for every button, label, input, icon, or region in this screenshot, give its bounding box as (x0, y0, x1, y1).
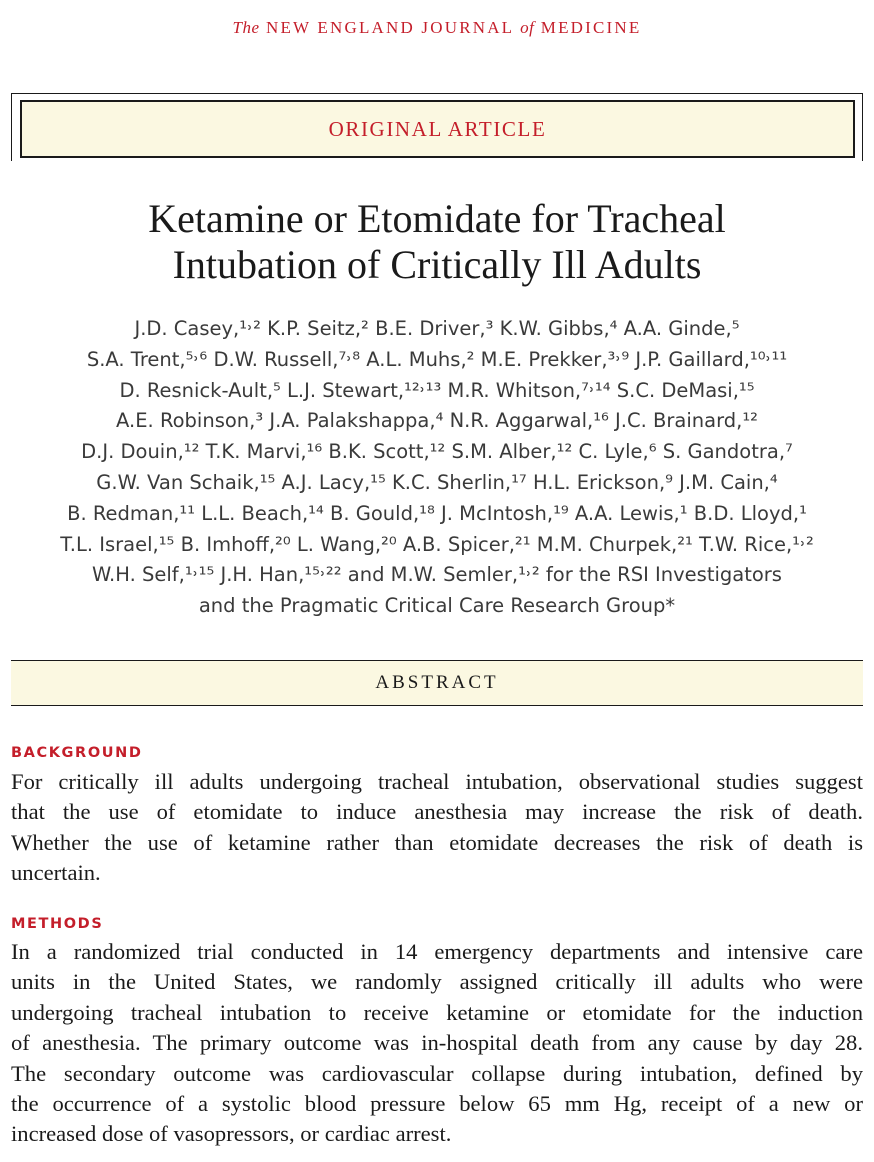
background-line: that the use of etomidate to induce anesthesia may increase the risk of death. (11, 799, 863, 825)
methods-text (11, 937, 863, 1150)
methods-line: The secondary outcome was cardiovascular collapse during intubation, defined by (11, 1060, 863, 1086)
author-line: B. Redman,¹¹ L.L. Beach,¹⁴ B. Gould,¹⁸ J. McIntosh,¹⁹ A.A. Lewis,¹ B.D. Lloyd,¹ (67, 501, 807, 525)
author-list (0, 314, 874, 622)
journal-masthead (0, 18, 874, 38)
author-line: A.E. Robinson,³ J.A. Palakshappa,⁴ N.R. Aggarwal,¹⁶ J.C. Brainard,¹² (116, 409, 758, 433)
methods-line: undergoing tracheal intubation to receive ketamine or etomidate for the induction (11, 999, 863, 1025)
methods-heading: METHODS (11, 916, 104, 932)
author-line: G.W. Van Schaik,¹⁵ A.J. Lacy,¹⁵ K.C. Sherlin,¹⁷ H.L. Erickson,⁹ J.M. Cain,⁴ (96, 470, 778, 494)
methods-line: In a randomized trial conducted in 14 emergency departments and intensive care (11, 939, 863, 964)
methods-line: of anesthesia. The primary outcome was in-hospital death from any cause by day 28. (11, 1030, 863, 1056)
methods-line: increased dose of vasopressors, or cardiac arrest. (11, 1121, 452, 1147)
masthead-name-part-1: NEW ENGLAND JOURNAL (265, 18, 514, 37)
abstract-heading: ABSTRACT (375, 672, 499, 693)
author-line: and the Pragmatic Critical Care Research Group* (198, 594, 676, 618)
masthead-the: The (232, 18, 260, 37)
masthead-of: of (520, 18, 535, 37)
background-line: Whether the use of ketamine rather than etomidate decreases the risk of death is (11, 829, 863, 855)
abstract-banner (11, 660, 863, 706)
author-line: D.J. Douin,¹² T.K. Marvi,¹⁶ B.K. Scott,¹² S.M. Alber,¹² C. Lyle,⁶ S. Gandotra,⁷ (81, 440, 793, 464)
methods-line: the occurrence of a systolic blood pressure below 65 mm Hg, receipt of a new or (11, 1091, 863, 1117)
author-line: W.H. Self,¹˒¹⁵ J.H. Han,¹⁵˒²² and M.W. Semler,¹˒² for the RSI Investigators (92, 563, 782, 587)
article-type-label: ORIGINAL ARTICLE (328, 116, 547, 141)
title-line-2: Intubation of Critically Ill Adults (172, 242, 702, 287)
author-line: S.A. Trent,⁵˒⁶ D.W. Russell,⁷˒⁸ A.L. Muhs,² M.E. Prekker,³˒⁹ J.P. Gaillard,¹⁰˒¹¹ (86, 347, 788, 371)
background-line: For critically ill adults undergoing tracheal intubation, observational studies suggest (11, 769, 863, 794)
article-type-banner (20, 100, 855, 158)
article-title (0, 196, 874, 288)
background-heading: BACKGROUND (11, 745, 143, 761)
methods-line: units in the United States, we randomly assigned critically ill adults who were (11, 969, 863, 995)
background-line: uncertain. (11, 860, 101, 886)
author-line: J.D. Casey,¹˒² K.P. Seitz,² B.E. Driver,³ K.W. Gibbs,⁴ A.A. Ginde,⁵ (134, 317, 740, 340)
title-line-1: Ketamine or Etomidate for Tracheal (148, 196, 726, 241)
background-text (11, 767, 863, 889)
author-line: D. Resnick-Ault,⁵ L.J. Stewart,¹²˒¹³ M.R. Whitson,⁷˒¹⁴ S.C. DeMasi,¹⁵ (119, 378, 755, 402)
masthead-name-part-2: MEDICINE (540, 18, 642, 37)
author-line: T.L. Israel,¹⁵ B. Imhoff,²⁰ L. Wang,²⁰ A.B. Spicer,²¹ M.M. Churpek,²¹ T.W. Rice,¹˒² (60, 532, 814, 556)
